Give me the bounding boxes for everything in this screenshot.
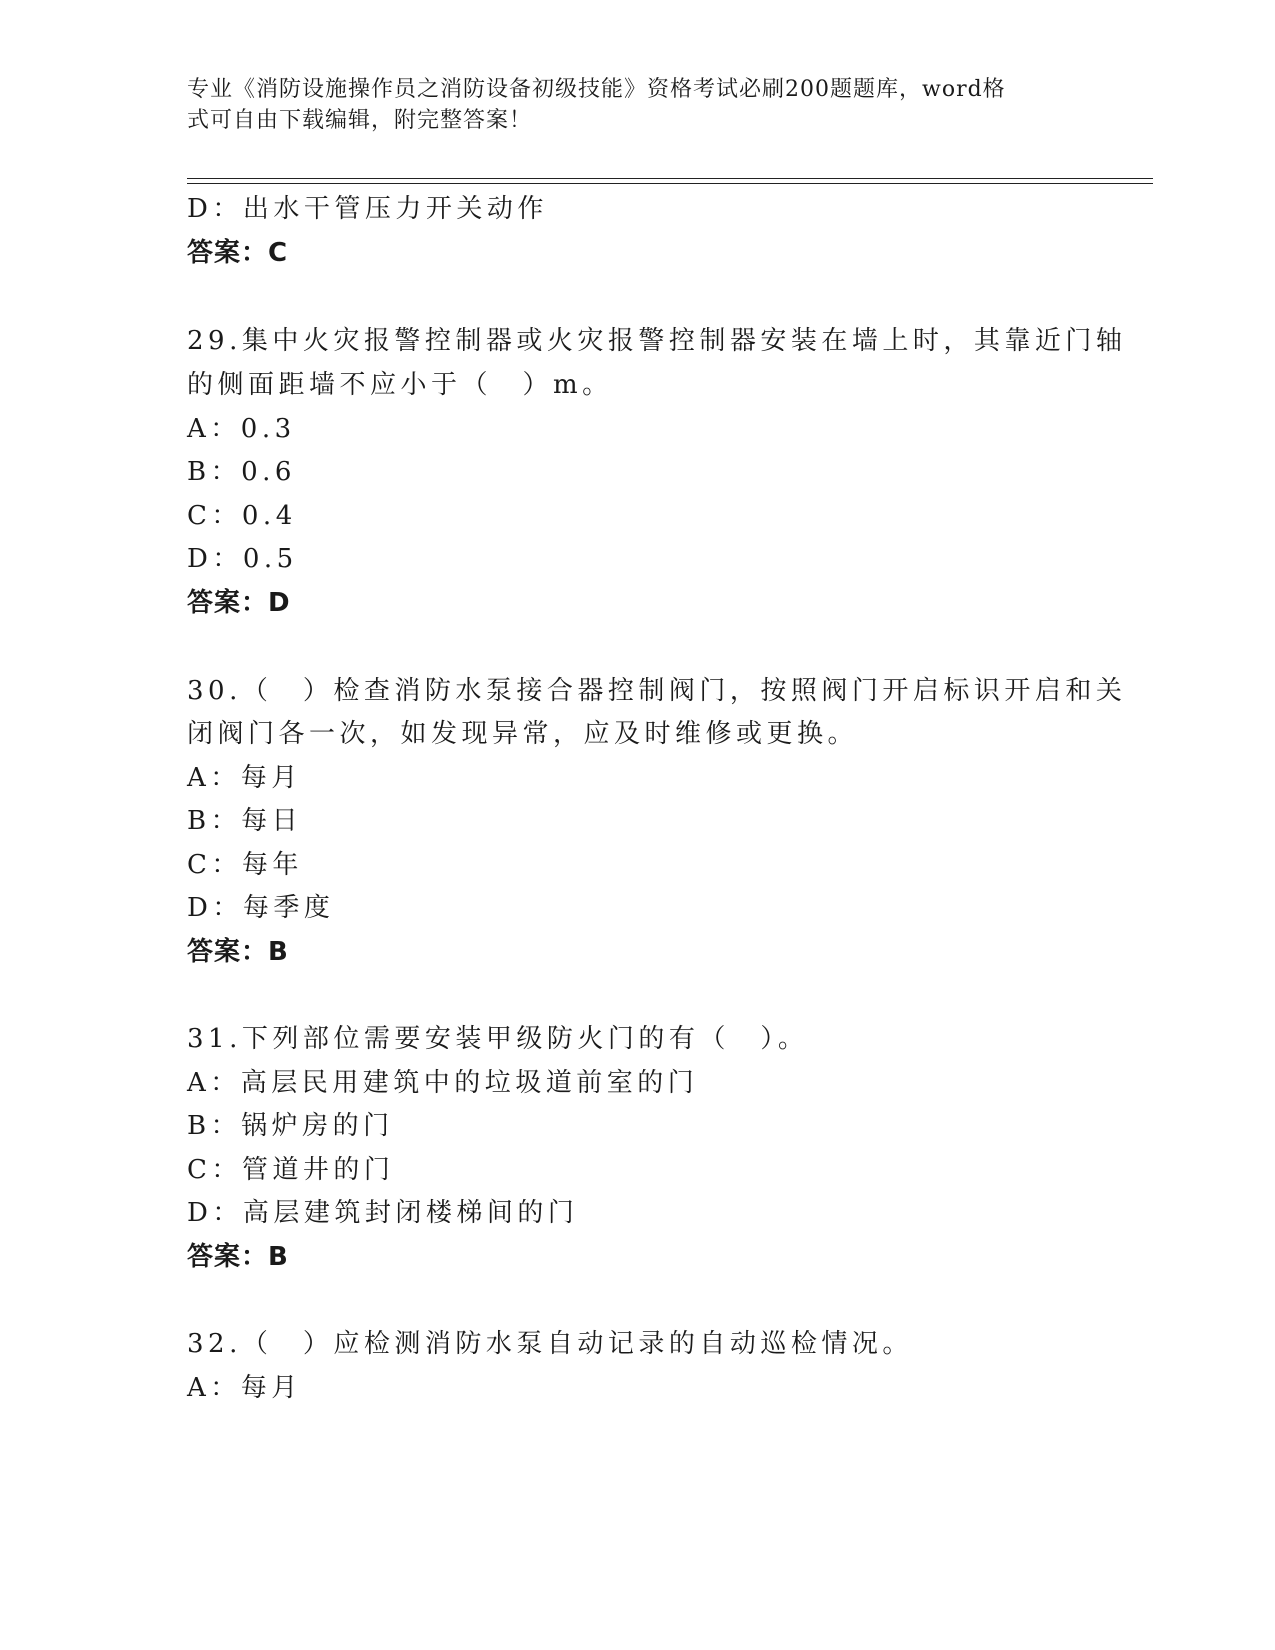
q29-option-d: D：0.5 xyxy=(187,544,298,574)
q30-option-b: B：每日 xyxy=(187,806,303,836)
q31-stem-line-1: 31.下列部位需要安装甲级防火门的有（ ）。 xyxy=(187,1024,809,1054)
q30-option-c: C：每年 xyxy=(187,850,303,880)
q30-option-d: D：每季度 xyxy=(187,893,335,923)
q31-option-c: C：管道井的门 xyxy=(187,1155,395,1185)
q29-stem-line-1: 29.集中火灾报警控制器或火灾报警控制器安装在墙上时，其靠近门轴 xyxy=(187,326,1127,356)
q29-stem-line-2: 的侧面距墙不应小于（ ）m。 xyxy=(187,370,613,400)
q30-stem-line-1: 30.（ ）检查消防水泵接合器控制阀门，按照阀门开启标识开启和关 xyxy=(187,676,1127,706)
document-header xyxy=(187,74,1067,136)
q29-option-c: C：0.4 xyxy=(187,501,297,531)
q32-stem-line-1: 32.（ ）应检测消防水泵自动记录的自动巡检情况。 xyxy=(187,1329,913,1359)
q31-option-a: A：高层民用建筑中的垃圾道前室的门 xyxy=(187,1068,699,1098)
q29-option-a: A：0.3 xyxy=(187,414,296,444)
prev-answer: 答案：C xyxy=(187,238,289,268)
q32-option-a: A：每月 xyxy=(187,1373,302,1403)
header-divider-top xyxy=(187,178,1153,179)
q31-answer: 答案：B xyxy=(187,1242,289,1272)
q31-option-b: B：锅炉房的门 xyxy=(187,1111,394,1141)
q30-answer: 答案：B xyxy=(187,937,289,967)
q31-option-d: D：高层建筑封闭楼梯间的门 xyxy=(187,1198,579,1228)
header-divider-bottom xyxy=(187,183,1153,184)
header-line-2: 式可自由下载编辑，附完整答案！ xyxy=(187,108,533,133)
q30-stem-line-2: 闭阀门各一次，如发现异常，应及时维修或更换。 xyxy=(187,719,859,749)
prev-option-d: D：出水干管压力开关动作 xyxy=(187,194,548,224)
q29-answer: 答案：D xyxy=(187,588,291,618)
q30-option-a: A：每月 xyxy=(187,763,302,793)
header-line-1: 专业《消防设施操作员之消防设备初级技能》资格考试必刷200题题库，word格 xyxy=(187,77,1006,102)
q29-option-b: B：0.6 xyxy=(187,457,296,487)
